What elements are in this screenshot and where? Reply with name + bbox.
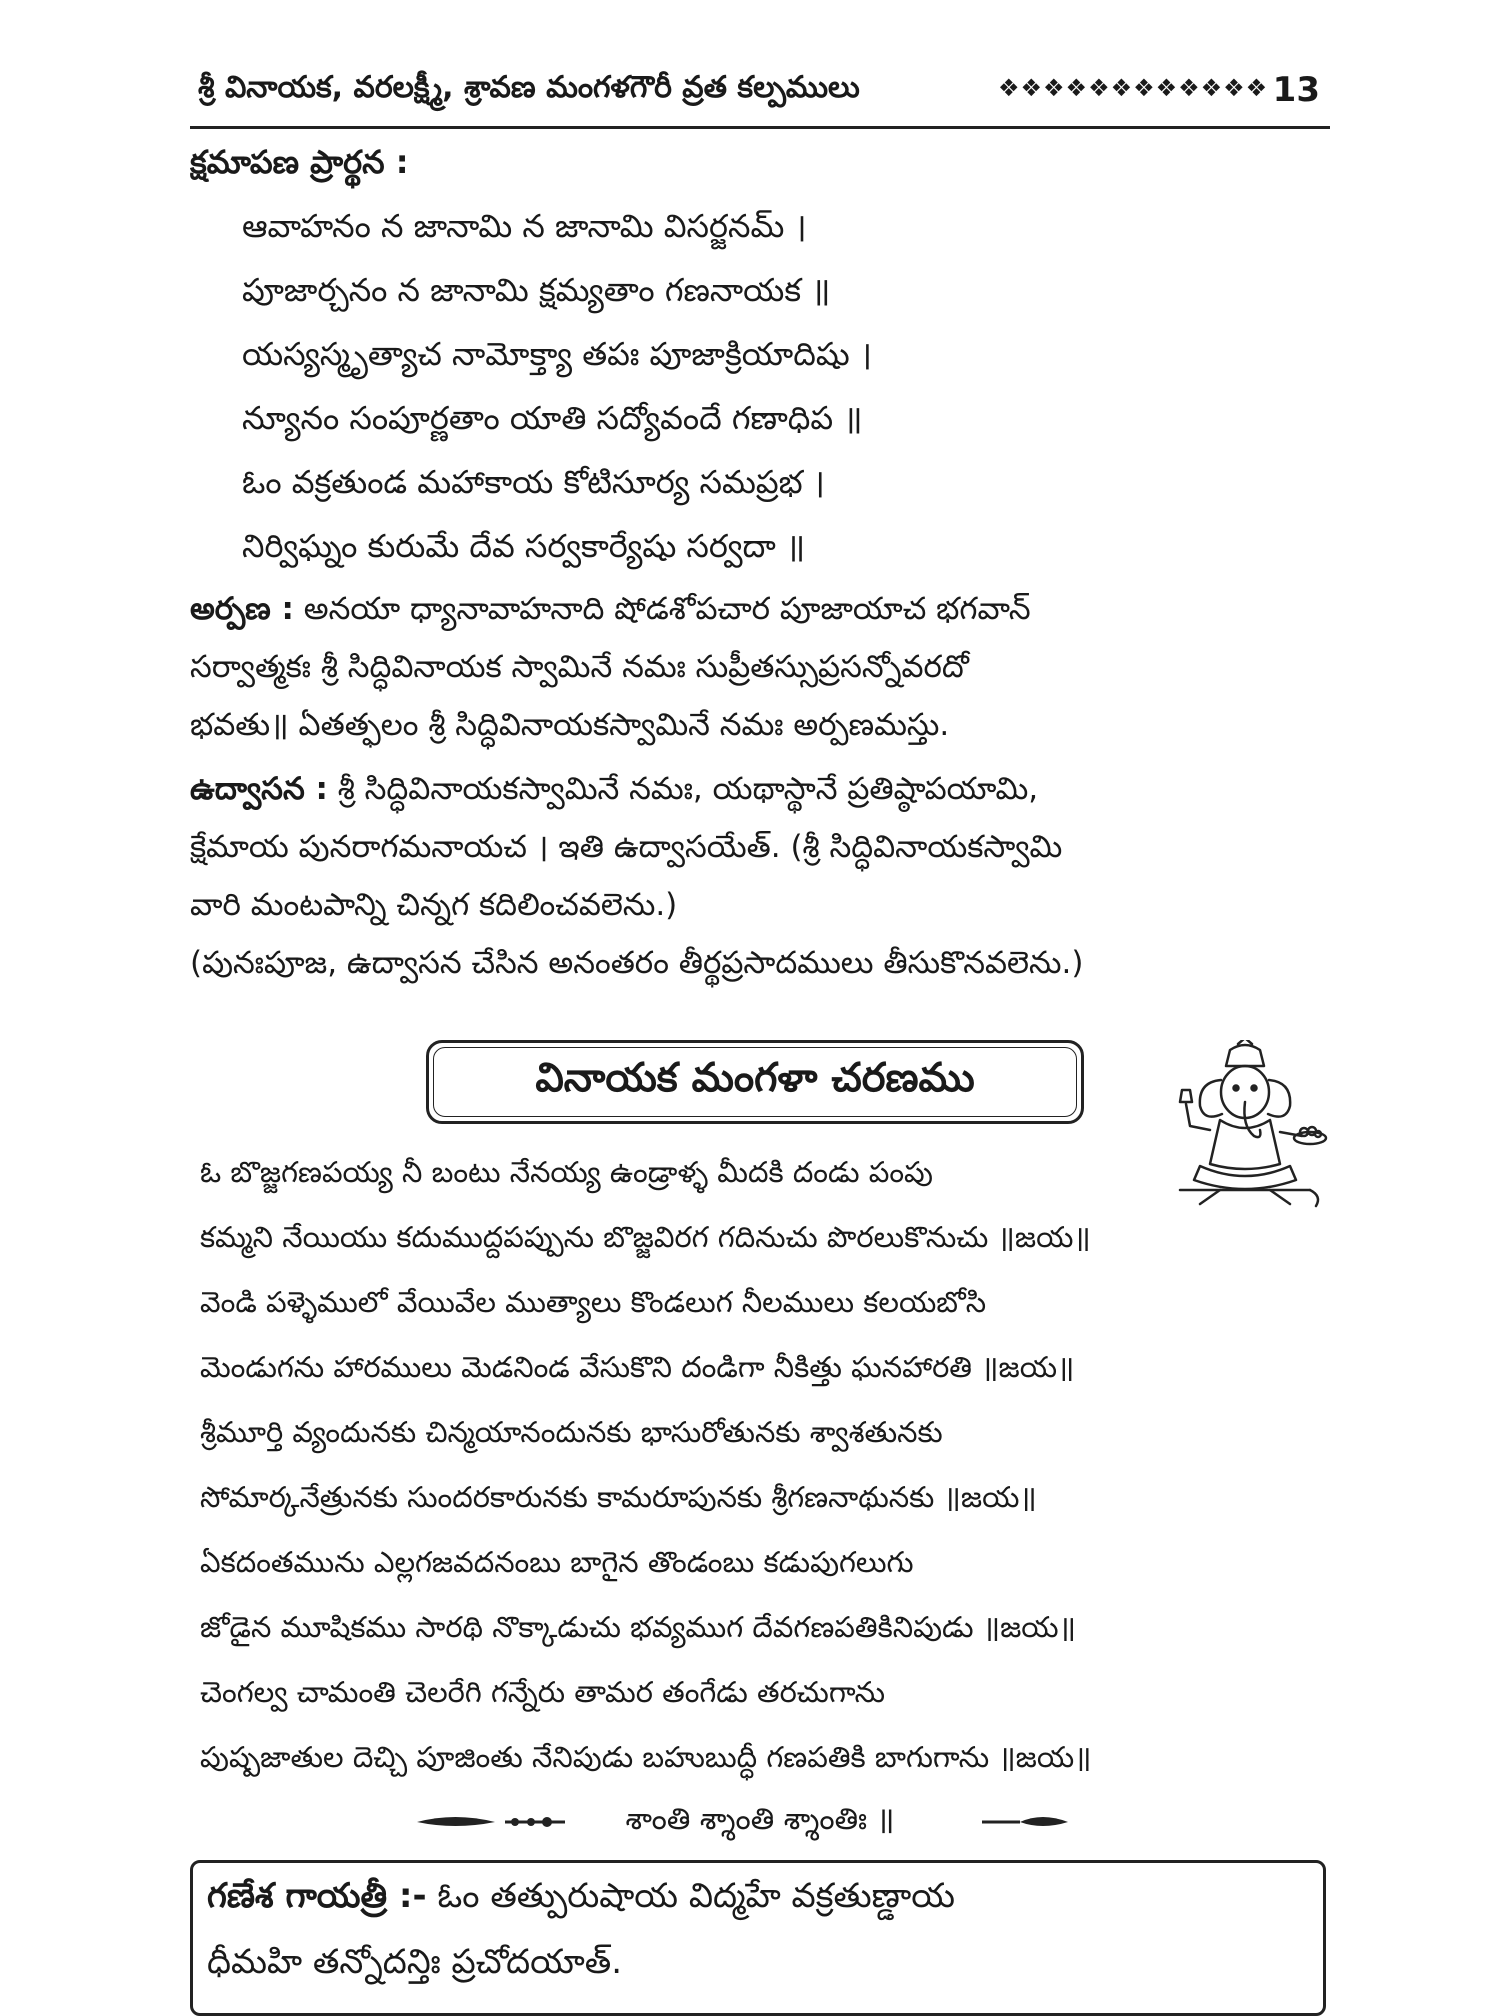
udvasana-note: (పునఃపూజ, ఉద్వాసన చేసిన అనంతరం తీర్థప్రసాదములు తీసుకొనవలెను.) — [190, 945, 1084, 981]
udvasana-text: శ్రీ సిద్ధివినాయకస్వామినే నమః, యథాస్థానే ప్రతిష్ఠాపయామి, — [327, 771, 1039, 807]
arpana-text: సర్వాత్మకః శ్రీ సిద్ధివినాయక స్వామినే నమః సుప్రీతస్సుప్రసన్నోవరదో — [190, 649, 969, 685]
song-line: శ్రీమూర్తి వ్యందునకు చిన్మయానందునకు భాసురోతునకు శ్వాశతునకు — [200, 1415, 943, 1449]
song-line: పుష్పజాతుల దెచ్చి పూజింతు నేనిపుడు బహుబుద్ధీ గణపతికి బాగుగాను ॥జయ॥ — [200, 1740, 1092, 1774]
udvasana-text: క్షేమాయ పునరాగమనాయచ । ఇతి ఉద్వాసయేత్. (శ్రీ సిద్ధివినాయకస్వామి — [190, 829, 1063, 865]
song-line: మెండుగను హారములు మెడనిండ వేసుకొని దండిగా నీకిత్తు ఘనహారతి ॥జయ॥ — [200, 1350, 1075, 1384]
song-lyrics — [200, 1140, 1330, 1790]
shanti-text: శాంతి శ్శాంతి శ్శాంతిః ॥ — [625, 1802, 895, 1837]
verse-line: ఆవాహనం న జానామి న జానామి విసర్జనమ్ । — [242, 207, 807, 245]
song-line: కమ్మని నేయియు కదుముద్దపప్పును బొజ్జవిరగ గదినుచు పొరలుకొనుచు ॥జయ॥ — [200, 1220, 1091, 1254]
udvasana-section — [190, 760, 1330, 992]
song-line: జోడైన మూషికము సారథి నొక్కాడుచు భవ్యముగ దేవగణపతికినిపుడు ॥జయ॥ — [200, 1610, 1076, 1644]
gayatri-line-2: ధీమహి తన్నోదన్తిః ప్రచోదయాత్. — [207, 1942, 623, 1982]
gayatri-title: గణేశ గాయత్రీ :- — [207, 1876, 427, 1916]
song-line: ఓ బొజ్జగణపయ్య నీ బంటు నేనయ్య ఉండ్రాళ్ళ మీదకి దండు పంపు — [200, 1155, 933, 1189]
verse-line: పూజార్చనం న జానామి క్షమ్యతాం గణనాయక ॥ — [242, 271, 831, 309]
right-flourish-icon — [980, 1810, 1070, 1834]
udvasana-text: వారి మంటపాన్ని చిన్నగ కదిలించవలెను.) — [190, 887, 678, 923]
song-title-box — [426, 1040, 1084, 1124]
shanti-line — [190, 1798, 1330, 1848]
arpana-text: అనయా ధ్యానావాహనాది షోడశోపచార పూజాయాచ భగవాన్ — [293, 591, 1031, 627]
verse-line: ఓం వక్రతుండ మహాకాయ కోటిసూర్య సమప్రభ । — [242, 463, 825, 501]
kshamapana-heading: క్షమాపణ ప్రార్థన : — [190, 143, 409, 181]
udvasana-heading: ఉద్వాసన : — [190, 771, 328, 807]
header-rule — [190, 126, 1330, 129]
song-title: వినాయక మంగళా చరణము — [535, 1055, 975, 1101]
ganesha-gayatri-box — [190, 1860, 1326, 2016]
page-number: 13 — [1272, 70, 1320, 110]
gayatri-line-1: ఓం తత్పురుషాయ విద్మహే వక్రతుణ్డాయ — [426, 1876, 956, 1916]
arpana-section — [190, 580, 1330, 754]
kshamapana-section — [190, 130, 1330, 578]
song-line: సోమార్కనేత్రునకు సుందరకారునకు కామరూపునకు శ్రీగణనాథునకు ॥జయ॥ — [200, 1480, 1037, 1514]
arpana-heading: అర్పణ : — [190, 591, 294, 627]
song-line: చెంగల్వ చామంతి చెలరేగి గన్నేరు తామర తంగేడు తరచుగాను — [200, 1675, 886, 1709]
arpana-text: భవతు॥ ఏతత్ఫలం శ్రీ సిద్ధివినాయకస్వామినే నమః అర్పణమస్తు. — [190, 707, 950, 743]
header-ornament: ❖❖❖❖❖❖❖❖❖❖❖❖ — [998, 74, 1269, 102]
verse-line: యస్యస్మృత్యాచ నామోక్త్యా తపః పూజాక్రియాదిషు । — [242, 335, 873, 373]
page-header — [190, 60, 1330, 120]
verse-line: నిర్విఘ్నం కురుమే దేవ సర్వకార్యేషు సర్వదా ॥ — [242, 527, 806, 565]
running-title: శ్రీ వినాయక, వరలక్ష్మీ, శ్రావణ మంగళగౌరీ వ్రత కల్పములు — [198, 70, 860, 105]
book-page — [190, 40, 1330, 1982]
verse-line: న్యూనం సంపూర్ణతాం యాతి సద్యోవందే గణాధిప ॥ — [242, 399, 863, 437]
song-line: ఏకదంతమును ఎల్లగజవదనంబు బాగైన తొండంబు కడుపుగలుగు — [200, 1545, 914, 1579]
song-line: వెండి పళ్ళెములో వేయివేల ముత్యాలు కొండలుగ నీలములు కలయబోసి — [200, 1285, 987, 1319]
